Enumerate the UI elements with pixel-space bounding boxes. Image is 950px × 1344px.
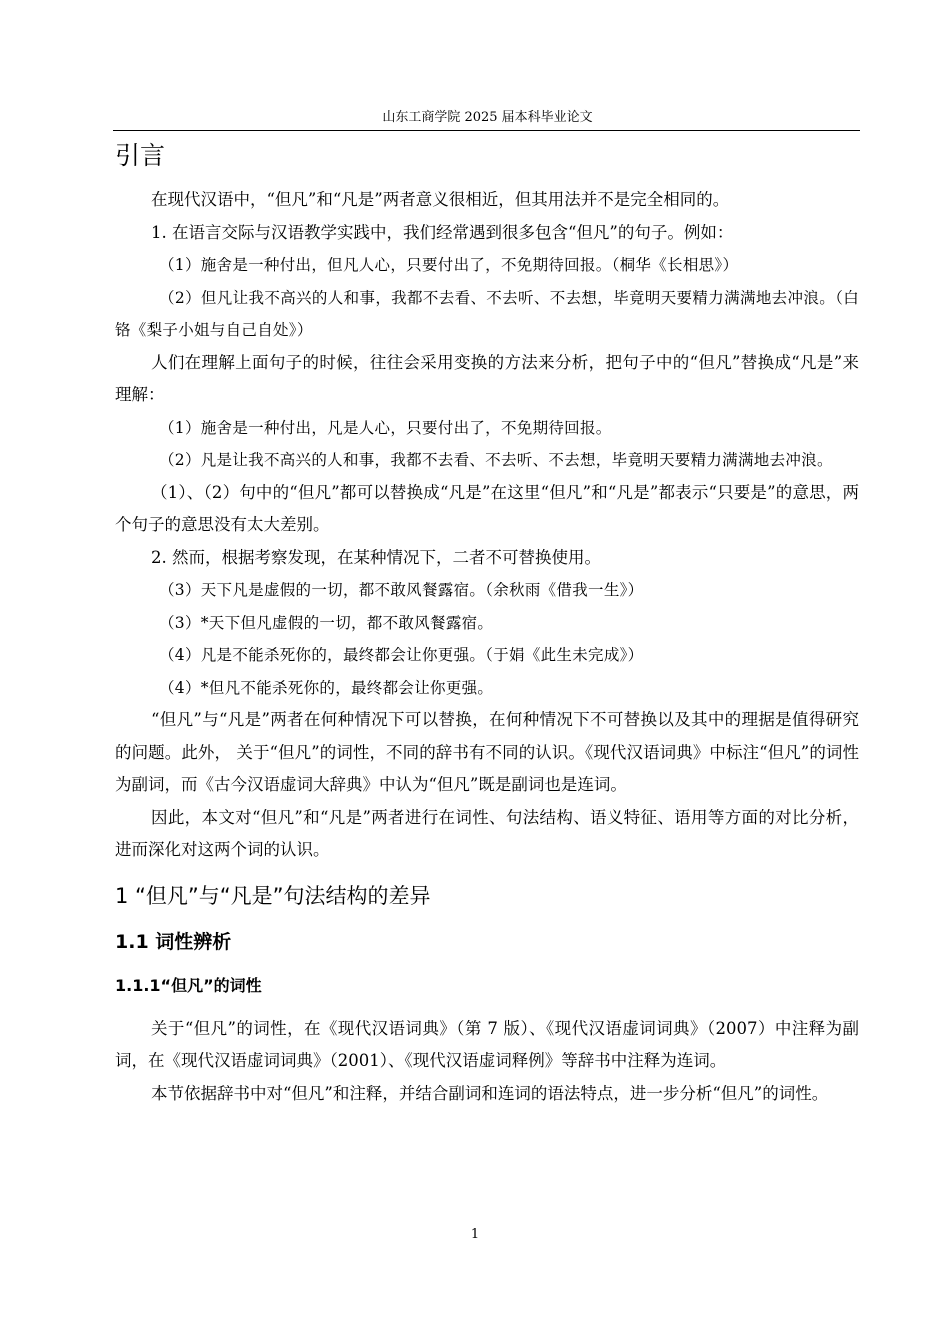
example-1: （1）施舍是一种付出，但凡人心，只要付出了，不免期待回报。（桐华《长相思》） <box>159 256 739 274</box>
intro-paragraph-4: （1）、（2）句中的“但凡”都可以替换成“凡是”在这里“但凡”和“凡是”都表示“只要是”的意思，两个句子的意思没有太大差别。 <box>115 482 859 534</box>
running-header: 山东工商学院 2025 届本科毕业论文 <box>382 110 593 125</box>
section-1-1-1-heading: 1.1.1“但凡”的词性 <box>115 975 262 995</box>
example-7: （4）凡是不能杀死你的，最终都会让你更强。（于娟《此生未完成》） <box>159 646 644 664</box>
page-content <box>115 136 859 1110</box>
section-paragraph-2: 本节依据辞书中对“但凡”和注释，并结合副词和连词的语法特点，进一步分析“但凡”的词性。 <box>151 1083 829 1103</box>
page-number: 1 <box>470 1227 480 1242</box>
intro-paragraph-5: 2. 然而，根据考察发现，在某种情况下，二者不可替换使用。 <box>151 547 601 567</box>
intro-paragraph-2: 1. 在语言交际与汉语教学实践中，我们经常遇到很多包含“但凡”的句子。例如： <box>151 222 734 242</box>
section-1-1-heading: 1.1 词性辨析 <box>115 930 232 953</box>
intro-paragraph-3: 人们在理解上面句子的时候，往往会采用变换的方法来分析，把句子中的“但凡”替换成“凡是”来理解： <box>115 352 859 404</box>
intro-paragraph-1: 在现代汉语中，“但凡”和“凡是”两者意义很相近，但其用法并不是完全相同的。 <box>151 190 730 209</box>
example-4: （2）凡是让我不高兴的人和事，我都不去看、不去听、不去想，毕竟明天要精力满满地去冲浪。 <box>159 451 833 469</box>
example-2: （2）但凡让我不高兴的人和事，我都不去看、不去听、不去想，毕竟明天要精力满满地去冲浪。（白铬《梨子小姐与自己自处》） <box>115 288 859 339</box>
example-8: （4）*但凡不能杀死你的，最终都会让你更强。 <box>159 678 494 697</box>
intro-heading: 引言 <box>115 141 166 170</box>
header-rule <box>113 130 860 131</box>
intro-paragraph-6: “但凡”与“凡是”两者在何种情况下可以替换，在何种情况下不可替换以及其中的理据是值得研究的问题。此外， 关于“但凡”的词性，不同的辞书有不同的认识。《现代汉语词典》中标注“但凡”的词性为副词，而《古今汉语虚词大辞典》中认为“但凡”既是副词也是连词。 <box>115 710 859 794</box>
example-3: （1）施舍是一种付出，凡是人心，只要付出了，不免期待回报。 <box>159 418 612 437</box>
example-6: （3）*天下但凡虚假的一切，都不敢风餐露宿。 <box>159 613 494 632</box>
intro-paragraph-7: 因此，本文对“但凡”和“凡是”两者进行在词性、句法结构、语义特征、语用等方面的对比分析，进而深化对这两个词的认识。 <box>115 807 859 859</box>
section-paragraph-1: 关于“但凡”的词性，在《现代汉语词典》（第 7 版）、《现代汉语虚词词典》（2007）中注释为副词，在《现代汉语虚词词典》（2001）、《现代汉语虚词释例》等辞书中注释为连词。 <box>115 1018 859 1070</box>
section-1-heading: 1 “但凡”与“凡是”句法结构的差异 <box>115 883 431 908</box>
example-5: （3）天下凡是虚假的一切，都不敢风餐露宿。（余秋雨《借我一生》） <box>159 581 644 599</box>
